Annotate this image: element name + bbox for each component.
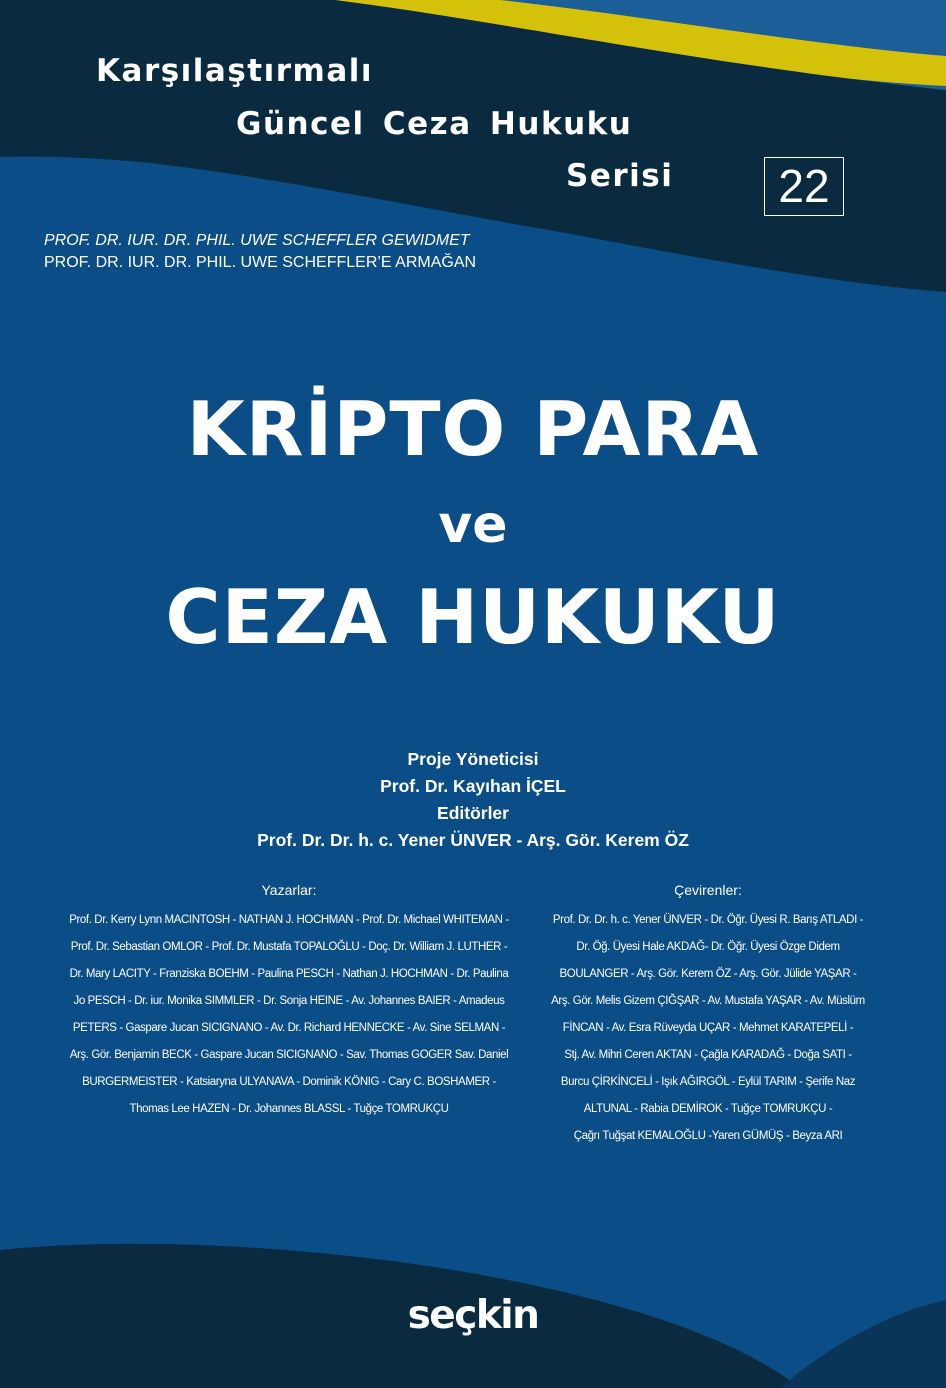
authors-line: Dr. Mary LACITY - Franziska BOEHM - Paulina PESCH - Nathan J. HOCHMAN - Dr. Paulina xyxy=(69,968,509,980)
translators-line: Stj. Av. Mihri Ceren AKTAN - Çağla KARADAĞ - Doğa SATI - xyxy=(564,1049,852,1061)
dedication-german: PROF. DR. IUR. DR. PHIL. UWE SCHEFFLER GEWIDMET xyxy=(44,232,470,249)
project-manager-name: Prof. Dr. Kayıhan İÇEL xyxy=(380,776,566,796)
authors-line: Jo PESCH - Dr. iur. Monika SIMMLER - Dr. Sonja HEINE - Av. Johannes BAIER - Amadeus xyxy=(73,995,505,1007)
editors-label: Editörler xyxy=(437,803,509,823)
editors-names: Prof. Dr. Dr. h. c. Yener ÜNVER - Arş. Gör. Kerem ÖZ xyxy=(257,830,689,850)
translators-line: FİNCAN - Av. Esra Rüveyda UÇAR - Mehmet KARATEPELİ - xyxy=(562,1022,854,1034)
series-title-line-2: Güncel Ceza Hukuku xyxy=(236,106,633,142)
series-volume-number: 22 xyxy=(764,157,844,216)
translators-line: Arş. Gör. Melis Gizem ÇIĞŞAR - Av. Mustafa YAŞAR - Av. Müslüm xyxy=(551,995,865,1007)
book-title-line-3: CEZA HUKUKU xyxy=(165,573,781,661)
translators-line: Prof. Dr. Dr. h. c. Yener ÜNVER - Dr. Öğr. Üyesi R. Barış ATLADI - xyxy=(552,914,864,926)
project-manager-label: Proje Yöneticisi xyxy=(407,749,539,769)
authors-line: PETERS - Gaspare Jucan SICIGNANO - Av. Dr. Richard HENNECKE - Av. Sine SELMAN - xyxy=(72,1022,506,1034)
translators-label: Çevirenler: xyxy=(674,882,742,898)
dedication-turkish: PROF. DR. IUR. DR. PHIL. UWE SCHEFFLER’E ARMAĞAN xyxy=(44,254,477,271)
publisher-logo: seçkin xyxy=(407,1293,539,1338)
authors-line: BURGERMEISTER - Katsiaryna ULYANAVA - Dominik KÖNIG - Cary C. BOSHAMER - xyxy=(82,1076,496,1088)
authors-line: Arş. Gör. Benjamin BECK - Gaspare Jucan SICIGNANO - Sav. Thomas GOGER Sav. Daniel xyxy=(69,1049,509,1061)
series-title-line-3: Serisi xyxy=(566,158,674,194)
authors-line: Thomas Lee HAZEN - Dr. Johannes BLASSL - Tuğçe TOMRUKÇU xyxy=(129,1103,449,1115)
authors-column xyxy=(50,880,528,1123)
series-title-line-1: Karşılaştırmalı xyxy=(96,53,374,89)
translators-line: Dr. Öğ. Üyesi Hale AKDAĞ- Dr. Öğr. Üyesi Özge Didem xyxy=(576,941,840,953)
authors-label: Yazarlar: xyxy=(261,882,317,898)
translators-line: Çağrı Tuğşat KEMALOĞLU -Yaren GÜMÜŞ - Beyza ARI xyxy=(573,1130,843,1142)
authors-line: Prof. Dr. Sebastian OMLOR - Prof. Dr. Mustafa TOPALOĞLU - Doç. Dr. William J. LUTHER - xyxy=(70,941,508,953)
translators-line: Burcu ÇİRKİNCELİ - Işık AĞIRGÖL - Eylül TARIM - Şerife Naz xyxy=(560,1076,856,1088)
book-title-line-1: KRİPTO PARA xyxy=(186,385,760,473)
translators-line: BOULANGER - Arş. Gör. Kerem ÖZ - Arş. Gör. Jülide YAŞAR - xyxy=(559,968,857,980)
book-title-line-2: ve xyxy=(438,495,508,555)
translators-line: ALTUNAL - Rabia DEMİROK - Tuğçe TOMRUKÇU - xyxy=(583,1103,833,1115)
authors-line: Prof. Dr. Kerry Lynn MACINTOSH - NATHAN J. HOCHMAN - Prof. Dr. Michael WHITEMAN - xyxy=(69,914,509,926)
translators-column xyxy=(530,880,886,1150)
